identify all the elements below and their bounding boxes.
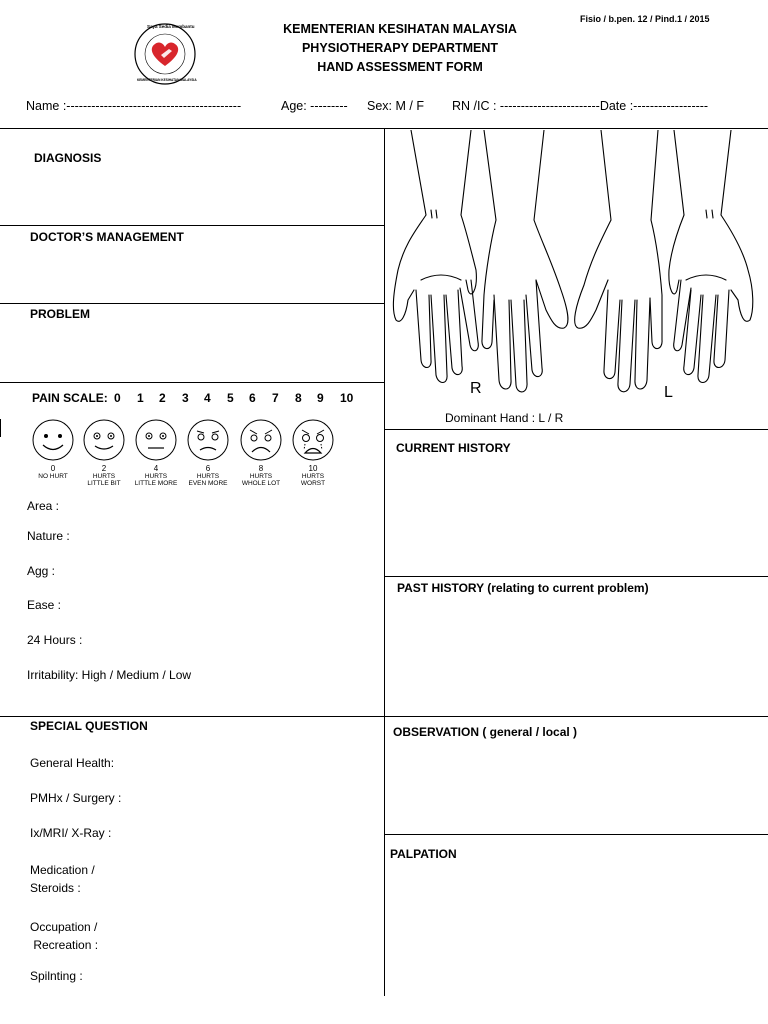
face-label-10: 10 HURTS WORST <box>300 464 326 487</box>
face-label-0: 0 NO HURT <box>38 464 68 480</box>
area-field[interactable]: Area : <box>27 499 60 513</box>
pain-faces <box>28 418 340 464</box>
divider-current <box>384 576 768 577</box>
medication-label: Medication / <box>30 863 95 877</box>
agg-field[interactable]: Agg : <box>27 564 56 578</box>
divider-special <box>0 716 768 717</box>
divider-hands <box>384 429 768 430</box>
pain-number-7[interactable]: 7 <box>272 391 279 405</box>
right-palm-icon <box>393 130 478 383</box>
logo-top-text: Saya Sedia Membantu <box>147 24 195 29</box>
recreation-field[interactable]: Recreation : <box>30 938 99 952</box>
pain-number-2[interactable]: 2 <box>159 391 166 405</box>
left-tick <box>0 419 1 437</box>
header-form-title: HAND ASSESSMENT FORM <box>317 60 483 74</box>
kkm-logo <box>133 22 197 86</box>
face-label-2: 2 HURTS LITTLE BIT <box>87 464 121 487</box>
occupation-label: Occupation / <box>30 920 98 934</box>
pmhx-field[interactable]: PMHx / Surgery : <box>30 791 122 805</box>
hand-r-label: R <box>470 380 482 397</box>
current-history-heading: CURRENT HISTORY <box>396 441 511 455</box>
hand-l-label: L <box>664 384 673 401</box>
steroids-field[interactable]: Steroids : <box>30 881 81 895</box>
pain-number-6[interactable]: 6 <box>249 391 256 405</box>
face-4-icon <box>136 420 176 460</box>
pain-number-4[interactable]: 4 <box>204 391 211 405</box>
face-6-icon <box>188 420 228 460</box>
pain-number-3[interactable]: 3 <box>182 391 189 405</box>
pain-scale-label: PAIN SCALE: <box>32 391 108 405</box>
pain-number-8[interactable]: 8 <box>295 391 302 405</box>
sex-field[interactable]: Sex: M / F <box>367 99 424 113</box>
left-palm-icon <box>669 130 753 383</box>
diagnosis-heading: DIAGNOSIS <box>34 151 102 165</box>
pain-number-0[interactable]: 0 <box>114 391 121 405</box>
palpation-heading: PALPATION <box>390 847 457 861</box>
header-ministry: KEMENTERIAN KESIHATAN MALAYSIA <box>283 22 517 36</box>
pain-number-5[interactable]: 5 <box>227 391 234 405</box>
observation-heading: OBSERVATION ( general / local ) <box>393 725 578 739</box>
divider-diagnosis <box>0 225 384 226</box>
pain-number-10[interactable]: 10 <box>340 391 354 405</box>
doctors-management-heading: DOCTOR’S MANAGEMENT <box>30 230 184 244</box>
nature-field[interactable]: Nature : <box>27 529 70 543</box>
header-department: PHYSIOTHERAPY DEPARTMENT <box>301 41 499 55</box>
name-field[interactable]: Name :------------------------------------------ <box>26 99 242 113</box>
divider-doctor <box>0 303 384 304</box>
face-label-6: 6 HURTS EVEN MORE <box>188 464 228 487</box>
special-question-heading: SPECIAL QUESTION <box>30 719 148 733</box>
left-dorsum-icon <box>575 130 662 392</box>
general-health-field[interactable]: General Health: <box>30 756 115 770</box>
pain-number-9[interactable]: 9 <box>317 391 324 405</box>
face-2-icon <box>84 420 124 460</box>
face-label-4: 4 HURTS LITTLE MORE <box>134 464 178 487</box>
logo-bottom-text: KEMENTERIAN KESIHATAN MALAYSIA <box>137 78 197 82</box>
past-history-heading: PAST HISTORY (relating to current problem) <box>397 581 649 595</box>
face-10-icon <box>293 420 333 460</box>
form-code: Fisio / b.pen. 12 / Pind.1 / 2015 <box>580 14 710 24</box>
face-8-icon <box>241 420 281 460</box>
face-label-8: 8 HURTS WHOLE LOT <box>241 464 281 487</box>
dominant-hand-field[interactable]: Dominant Hand : L / R <box>445 411 564 425</box>
irritability-field[interactable]: Irritability: High / Medium / Low <box>27 668 192 682</box>
hours24-field[interactable]: 24 Hours : <box>27 633 83 647</box>
problem-heading: PROBLEM <box>30 307 90 321</box>
splinting-field[interactable]: Spilnting : <box>30 969 83 983</box>
age-field[interactable]: Age: --------- <box>281 99 348 113</box>
face-0-icon <box>33 420 73 460</box>
right-dorsum-icon <box>482 130 568 392</box>
center-divider <box>384 128 385 996</box>
ix-field[interactable]: Ix/MRI/ X-Ray : <box>30 826 112 840</box>
rn-date-field[interactable]: RN /IC : ------------------------Date :------------------ <box>452 99 709 113</box>
divider-observation <box>384 834 768 835</box>
ease-field[interactable]: Ease : <box>27 598 62 612</box>
divider-problem <box>0 382 384 383</box>
hands-diagram <box>386 130 766 410</box>
pain-number-1[interactable]: 1 <box>137 391 144 405</box>
